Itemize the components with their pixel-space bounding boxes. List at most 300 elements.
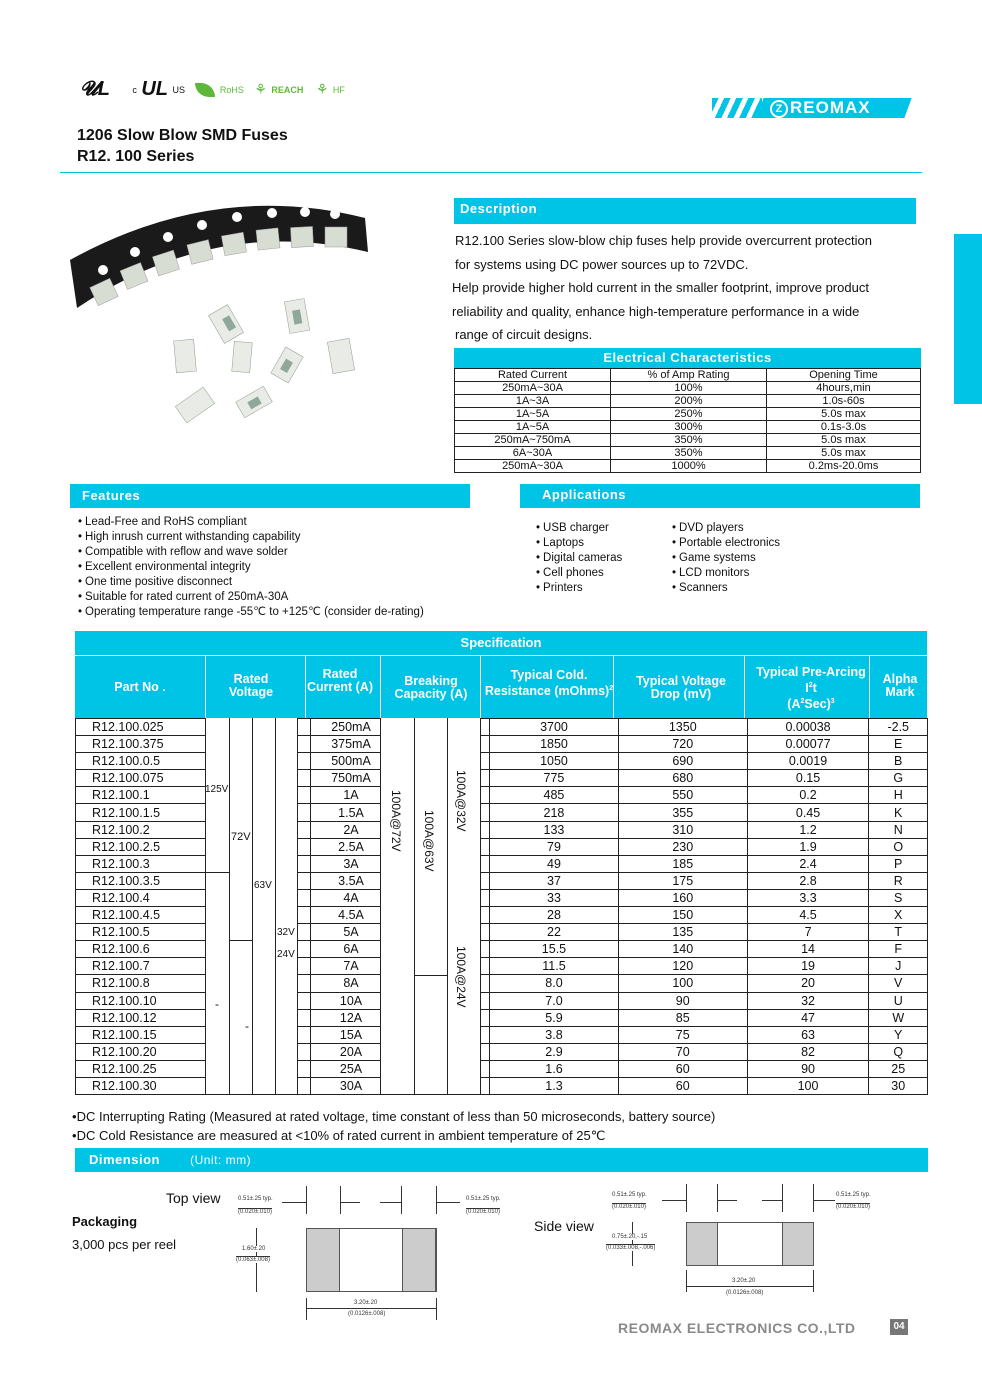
spec-col-prearc: Typical Pre-Arcing $I^2t$ $(A^2Sec)^3$ [756,665,866,712]
table-cell: 250mA~30A [455,460,611,473]
table-cell: 218 [490,804,619,821]
table-cell: 500mA [310,753,391,770]
table-cell: 1850 [490,736,619,753]
table-cell: 3.8 [490,1026,619,1043]
ul-logo-icon: 𝓤L [80,78,110,100]
table-cell: R12.100.4 [76,889,221,906]
table-cell: 2.5A [310,838,391,855]
spec-header-divider [480,656,481,718]
table-cell: 49 [490,855,619,872]
hf-label: HF [332,84,345,95]
packaging-label: Packaging [72,1214,138,1229]
brand-name: REOMAX [790,98,871,117]
table-cell: O [869,838,928,855]
dim-line [782,1184,783,1212]
breaking-label-72v: 100A@72V [389,790,403,852]
spec-header-divider [613,656,614,718]
table-cell: 250mA [310,719,391,736]
table-cell: 79 [490,838,619,855]
table-cell: 160 [618,889,747,906]
specification-header-block [75,631,927,718]
bullet-icon: • [72,1109,77,1124]
table-cell: 4.5 [747,907,869,924]
sv-length: 3.20±.20 [732,1278,756,1284]
side-view-drawing [598,1182,898,1302]
table-cell: 90 [747,1060,869,1077]
list-item: • Laptops [536,536,622,551]
table-cell: 2.9 [490,1043,619,1060]
voltage-divider [206,872,229,873]
table-row [76,941,928,958]
spec-header-divider [305,656,306,718]
list-item: • USB charger [536,521,622,536]
table-cell: 6A~30A [455,447,611,460]
tv-pad-left-in: (0.020±.010) [238,1209,272,1215]
table-cell: 32 [747,992,869,1009]
sv-pad-right: 0.51±.25 typ. [836,1192,871,1198]
table-row [76,872,928,889]
spec-col-resistance [481,669,617,698]
sv-height-in: (0.033±.008,-.006) [606,1245,656,1251]
page-number: 04 [890,1319,908,1335]
table-cell: 25A [310,1060,391,1077]
spec-col-current: Rated Current (A) [307,667,373,694]
table-cell: 3700 [490,719,619,736]
brand-stripes-icon [712,98,762,118]
table-cell: R12.100.10 [76,992,221,1009]
dimension-heading [75,1148,928,1172]
table-cell: R12.100.4.5 [76,907,221,924]
dim-line [306,1186,307,1214]
table-cell: 200% [611,395,767,408]
table-cell: 0.1s-3.0s [767,421,921,434]
breaking-divider [447,718,448,1094]
table-cell: R12.100.1 [76,787,221,804]
table-cell: K [869,804,928,821]
list-item: • Game systems [672,551,780,566]
table-cell: 3.3 [747,889,869,906]
description-body [452,229,932,347]
table-cell: 485 [490,787,619,804]
tv-pad-left: 0.51±.25 typ. [238,1196,273,1202]
product-photo [65,190,375,430]
certification-logos [80,78,345,104]
sv-pad-right-in: (0.020±.010) [836,1204,870,1210]
dim-line [436,1298,437,1320]
table-cell: F [869,941,928,958]
tv-pad-right: 0.51±.25 typ. [466,1196,501,1202]
description-line: reliability and quality, enhance high-temperature performance in a wide [452,303,860,319]
table-cell: R12.100.7 [76,958,221,975]
table-row [76,1009,928,1026]
breaking-block [380,718,481,1095]
table-cell: 20A [310,1043,391,1060]
voltage-block [205,718,298,1095]
table-cell: 0.2 [747,787,869,804]
electrical-heading [454,348,921,368]
table-cell: 3A [310,855,391,872]
voltage-label-125v: 125V [205,784,229,795]
table-cell: 1A~5A [455,421,611,434]
table-cell: 1A~5A [455,408,611,421]
list-item: • Compatible with reflow and wave solder [78,545,424,560]
table-cell: 90 [618,992,747,1009]
spec-col-part: Part No . [114,680,166,694]
voltage-label-24v: 24V [277,949,295,960]
table-cell: R12.100.30 [76,1077,221,1094]
table-row [76,838,928,855]
table-row [76,753,928,770]
spec-col-drop: Typical Voltage Drop (mV) [636,674,726,701]
dim-line [436,1186,437,1214]
table-header-cell: Opening Time [767,369,921,382]
list-item: • High inrush current withstanding capability [78,530,424,545]
sv-pad-left: 0.51±.25 typ. [612,1192,647,1198]
table-header-cell: % of Amp Rating [611,369,767,382]
table-cell: 100% [611,382,767,395]
top-view-drawing [230,1180,520,1330]
table-row [76,992,928,1009]
table-row [76,821,928,838]
table-cell: X [869,907,928,924]
table-cell: 300% [611,421,767,434]
table-cell: R12.100.0.5 [76,753,221,770]
table-cell: 750mA [310,770,391,787]
fuse-pad-right [402,1228,436,1292]
table-cell: 85 [618,1009,747,1026]
table-row [455,369,921,382]
table-row [76,1077,928,1094]
table-cell: R12.100.15 [76,1026,221,1043]
spec-col-prearc-unit2: Sec) [804,697,831,712]
dim-line [717,1200,737,1201]
dim-line [340,1186,341,1214]
table-cell: 15.5 [490,941,619,958]
table-cell: 1A~3A [455,395,611,408]
table-cell: 1.0s-60s [767,395,921,408]
dim-line [717,1184,718,1212]
table-cell: 33 [490,889,619,906]
table-cell: 11.5 [490,958,619,975]
top-view-label: Top view [166,1190,221,1206]
table-cell: V [869,975,928,992]
description-heading [454,198,916,224]
dim-line [686,1286,814,1287]
table-row [76,1060,928,1077]
breaking-divider [414,718,415,1094]
table-row [76,907,928,924]
voltage-label-dash: - [215,997,219,1011]
table-cell: 0.0019 [747,753,869,770]
note-line [72,1126,715,1145]
table-cell: 5A [310,924,391,941]
rohs-label: RoHS [219,84,244,95]
table-cell: 1.2 [747,821,869,838]
table-cell: 0.15 [747,770,869,787]
table-row [76,975,928,992]
list-item: • One time positive disconnect [78,575,424,590]
spec-col-resistance-sup: 2 [609,685,614,692]
sv-pad-left-in: (0.020±.010) [612,1204,646,1210]
table-cell: E [869,736,928,753]
table-cell: 775 [490,770,619,787]
table-cell: 6A [310,941,391,958]
table-cell: N [869,821,928,838]
table-cell: 690 [618,753,747,770]
table-cell: R12.100.025 [76,719,221,736]
dim-line [762,1200,782,1201]
rohs-leaf-icon [195,83,215,97]
table-cell: R12.100.6 [76,941,221,958]
table-row [76,787,928,804]
applications-heading [520,484,920,508]
table-cell: 250% [611,408,767,421]
spec-col-prearc-sup3: 3 [830,698,835,706]
table-cell: 230 [618,838,747,855]
description-line: for systems using DC power sources up to 72VDC. [455,256,749,272]
dim-line [436,1202,460,1203]
reach-sprout-icon: ⚘ [254,81,267,97]
note-line [72,1107,715,1126]
table-cell: 5.0s max [767,434,921,447]
dimension-unit: (Unit: mm) [190,1153,252,1167]
spec-header-divider [75,655,927,656]
table-cell: 135 [618,924,747,941]
tv-width: 1.60±.20 [242,1246,266,1252]
spec-col-prearc-text: Typical Pre-Arcing I [756,665,866,696]
dim-line [813,1184,814,1212]
note-text: DC Interrupting Rating (Measured at rated voltage, time constant of less than 50 microseconds, battery source) [76,1109,716,1124]
list-item: • Printers [536,581,622,596]
fuse-side-pad-right [782,1222,814,1266]
table-cell: Y [869,1026,928,1043]
tv-pad-right-in: (0.020±.010) [466,1209,500,1215]
table-cell: 350% [611,434,767,447]
table-cell: R12.100.1.5 [76,804,221,821]
table-cell: 175 [618,872,747,889]
table-row [76,924,928,941]
table-row [76,719,928,736]
table-row [76,958,928,975]
table-cell: 0.45 [747,804,869,821]
list-item: • Portable electronics [672,536,780,551]
table-cell: 1050 [490,753,619,770]
list-item: • Operating temperature range -55℃ to +125℃ (consider de-rating) [78,605,424,620]
features-list [78,515,424,620]
spec-header-divider [380,656,381,718]
table-row [76,855,928,872]
breaking-label-32v: 100A@32V [454,770,468,832]
table-cell: R12.100.25 [76,1060,221,1077]
table-cell: 100 [618,975,747,992]
list-item: • Suitable for rated current of 250mA-30A [78,590,424,605]
dim-line [662,1200,686,1201]
table-cell: 4.5A [310,907,391,924]
table-cell: 0.2ms-20.0ms [767,460,921,473]
table-cell: 5.0s max [767,447,921,460]
table-cell: 720 [618,736,747,753]
series-title: R12. 100 Series [77,148,195,165]
table-row [76,804,928,821]
table-cell: R12.100.8 [76,975,221,992]
dim-line [686,1184,687,1212]
electrical-table [454,368,921,473]
table-row [76,1026,928,1043]
dim-line [813,1200,835,1201]
table-cell: 1A [310,787,391,804]
table-cell: R12.100.5 [76,924,221,941]
table-row [76,889,928,906]
table-cell: 100 [747,1077,869,1094]
table-cell: 350% [611,447,767,460]
description-line: range of circuit designs. [455,327,593,342]
table-cell: 133 [490,821,619,838]
list-item: • Cell phones [536,566,622,581]
table-cell: 4A [310,889,391,906]
voltage-label-32v: 32V [277,927,295,938]
dim-line [380,1202,401,1203]
table-cell: U [869,992,928,1009]
table-cell: 2A [310,821,391,838]
dim-line [306,1308,437,1309]
table-cell: 63 [747,1026,869,1043]
page-title: 1206 Slow Blow SMD Fuses [77,127,288,144]
features-heading-text: Features [82,488,141,503]
spec-col-prearc-unit: (A [787,697,801,712]
dim-line [340,1202,360,1203]
table-cell: R12.100.3.5 [76,872,221,889]
table-cell: 7.0 [490,992,619,1009]
table-cell: 355 [618,804,747,821]
table-cell: 25 [869,1060,928,1077]
spec-header-divider [869,656,870,718]
electrical-heading-text: Electrical Characteristics [603,350,772,365]
voltage-divider [229,718,230,1094]
table-cell: 5.0s max [767,408,921,421]
dim-line [813,1270,814,1292]
table-cell: 15A [310,1026,391,1043]
footer-company: REOMAX ELECTRONICS CO.,LTD [618,1320,856,1336]
applications-heading-text: Applications [542,487,627,502]
table-row [76,1043,928,1060]
hf-sprout-icon: ⚘ [315,81,329,97]
cert-c-label: c [132,84,137,95]
table-cell: 8.0 [490,975,619,992]
dimension-heading-text: Dimension [89,1152,160,1167]
table-cell: R12.100.12 [76,1009,221,1026]
applications-list-right [672,521,780,596]
table-header-cell: Rated Current [455,369,611,382]
brand-z-icon: Z [770,100,788,118]
bullet-icon: • [72,1128,77,1143]
table-cell: 4hours,min [767,382,921,395]
spec-col-alpha: Alpha Mark [882,672,918,699]
table-cell: S [869,889,928,906]
spec-col-voltage: Rated Voltage [228,672,274,699]
note-text: DC Cold Resistance are measured at <10% of rated current in ambient temperature of 25℃ [76,1128,606,1143]
table-cell: 10A [310,992,391,1009]
brand-logo [712,98,908,118]
table-cell: P [869,855,928,872]
table-cell: Q [869,1043,928,1060]
spec-col-prearc-sup: 2 [808,682,813,689]
table-row [455,447,921,460]
cul-logo-icon: UL [141,78,169,100]
table-cell: R12.100.075 [76,770,221,787]
list-item: • Digital cameras [536,551,622,566]
table-cell: 82 [747,1043,869,1060]
dim-line [686,1270,687,1292]
table-cell: 14 [747,941,869,958]
table-cell: 19 [747,958,869,975]
table-cell: 1000% [611,460,767,473]
spec-col-prearc-unit-sup: 2 [800,698,805,706]
table-cell: W [869,1009,928,1026]
table-cell: 12A [310,1009,391,1026]
table-cell: 37 [490,872,619,889]
table-cell: 550 [618,787,747,804]
table-row [455,408,921,421]
tv-length-in: (0.0126±.008) [348,1311,386,1317]
table-cell: 22 [490,924,619,941]
tv-length: 3.20±.20 [354,1300,378,1306]
table-cell: 120 [618,958,747,975]
table-cell: 7 [747,924,869,941]
table-cell: R12.100.3 [76,855,221,872]
table-cell: 680 [618,770,747,787]
table-cell: 75 [618,1026,747,1043]
table-cell: 1.5A [310,804,391,821]
table-cell: 1.9 [747,838,869,855]
table-row [455,434,921,447]
table-cell: 0.00038 [747,719,869,736]
table-cell: 60 [618,1077,747,1094]
cert-us-label: US [172,84,185,95]
table-cell: 0.00077 [747,736,869,753]
table-row [455,382,921,395]
voltage-label-63v: 63V [254,880,272,891]
sv-height: 0.75±.20,-.15 [612,1234,648,1240]
table-cell: R12.100.2 [76,821,221,838]
table-cell: G [869,770,928,787]
table-row [76,770,928,787]
spec-header-divider [744,656,745,718]
table-cell: 185 [618,855,747,872]
table-cell: 8A [310,975,391,992]
voltage-label-dash: - [245,1019,249,1033]
table-cell: T [869,924,928,941]
fuse-pad-left [306,1228,340,1292]
table-cell: 2.4 [747,855,869,872]
breaking-label-24v: 100A@24V [454,946,468,1008]
description-line: R12.100 Series slow-blow chip fuses help provide overcurrent protection [455,233,872,248]
spec-header-divider [205,656,206,718]
spec-col-breaking: Breaking Capacity (A) [394,674,468,701]
table-cell: 7A [310,958,391,975]
voltage-divider [275,718,276,1094]
table-cell: H [869,787,928,804]
table-cell: R12.100.20 [76,1043,221,1060]
table-cell: 70 [618,1043,747,1060]
table-cell: 250mA~30A [455,382,611,395]
specification-table [75,718,928,1095]
table-cell: R12.100.2.5 [76,838,221,855]
features-heading [70,484,470,508]
table-row [455,395,921,408]
table-row [455,460,921,473]
table-cell: 1350 [618,719,747,736]
table-cell: 5.9 [490,1009,619,1026]
